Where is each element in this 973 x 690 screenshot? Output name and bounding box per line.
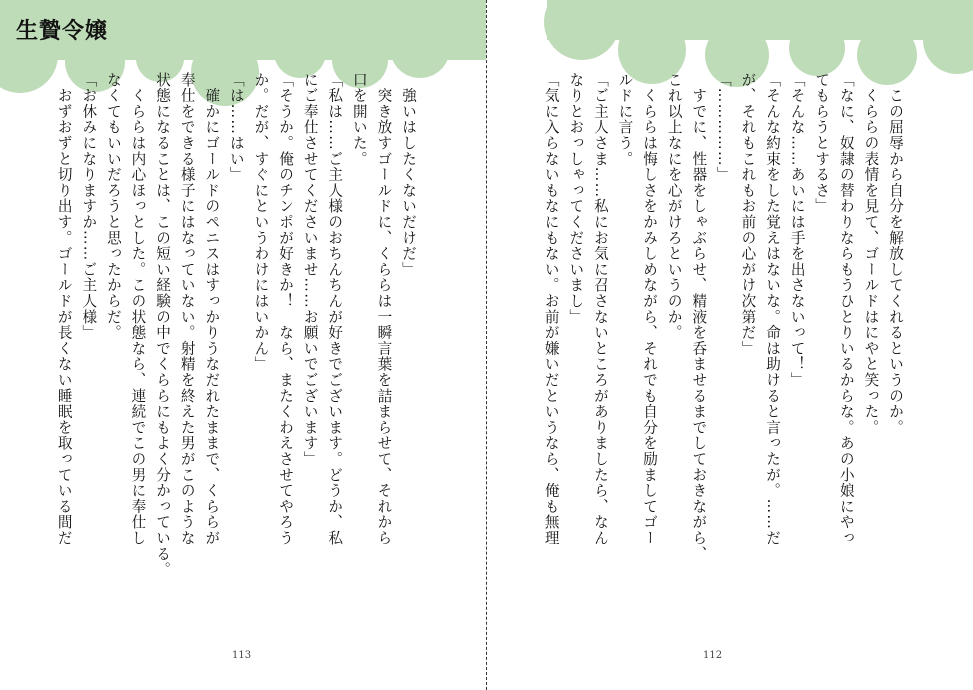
page-number: 113: [232, 650, 252, 661]
page-body-text: この屈辱から自分を解放してくれるというのか。 くららの表情を見て、ゴールドはにやと笑った。 「なに、奴隷の替わりならもうひとりいるからな。あの小娘にやっ てもらうとするさ」 「そんな……あいには手を出さないって！」 「そんな約束をした覚えはないな。命は助けると言ったが。……だ が、それもこれもお前の心がけ次第だ」 「……………」 すでに、性器をしゃぶらせ、精液を呑ませるまでしておきながら、 これ以上なにを心がけろというのか。 くららは悔しさをかみしめながら、それでも自分を励ましてゴー ルドに言う。 「ご主人さま……私にお気に召さないところがありましたら、なん なりとおっしゃってくださいまし」 「気に入らないもなにもない。お前が嫌いだというなら、俺も無理: [542, 72, 904, 562]
page-body-text: 強いはしたくないだけだ」 突き放すゴールドに、くららは一瞬言葉を詰まらせて、それから 口を開いた。 「私は……ご主人様のおちんちんが好きでございます。どうか、私 にご奉仕させてくださいませ……お願いでございます」 「そうか。俺のチンポが好きか！ なら、またくわえさせてやろう か。だが、すぐにというわけにはいかん」 「は……はい」 確かにゴールドのペニスはすっかりうなだれたままで、くららが 奉仕をできる様子にはなっていない。射精を終えた男がこのような 状態になることは、この短い経験の中でくららにもよく分かっている。 くららは内心ほっとした。この状態なら、連続でこの男に奉仕し なくてもいいだろうと思ったからだ。 「お休みになりますか……ご主人様」 おずおずと切り出す。ゴールドが長くない睡眠を取っている間だ: [55, 72, 417, 578]
book-title: 生贄令嬢: [16, 19, 109, 44]
page-left: [0, 0, 486, 690]
page-right: [487, 0, 973, 690]
page-number: 112: [703, 650, 723, 661]
